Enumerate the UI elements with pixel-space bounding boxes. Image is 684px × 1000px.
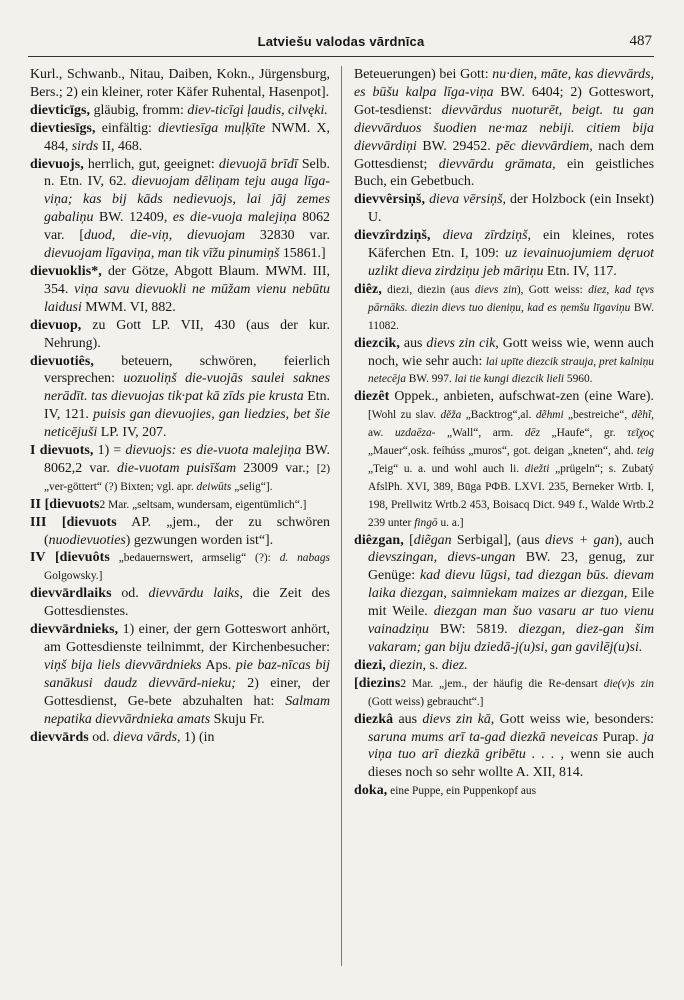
example-text: sirds bbox=[71, 138, 99, 154]
etymology-example: uzdaēza- bbox=[394, 427, 436, 440]
definition-text: Selb. n. Etn. IV, 62. bbox=[44, 156, 330, 190]
definition-text: II, 468. bbox=[98, 138, 143, 154]
etymology-note: diezi, diezin (aus bbox=[381, 283, 475, 296]
right-column bbox=[354, 66, 654, 986]
definition-text: der Holzbock (ein Insekt) U. bbox=[368, 192, 654, 226]
definition-text: NWM. X, 484, bbox=[44, 120, 330, 154]
example-text: diev-ticīgi ļaudis, cilvęki. bbox=[187, 102, 328, 118]
etymology-note: „Wall“, arm. bbox=[435, 427, 525, 440]
definition-text: AP. „jem., der zu schwören ( bbox=[44, 514, 330, 548]
entry-headword: diêzgan, bbox=[354, 532, 404, 548]
definition-text: ein kleines, rotes Käferchen Etn. I, 109: bbox=[368, 228, 654, 262]
definition-text: Kurl., Schwanb., Nitau, Daiben, Kokn., Jürgensburg, Bers.; 2) ein kleiner, roter Käfer Ruhental, Hasenpot]. bbox=[30, 67, 330, 100]
definition-text: aus bbox=[393, 711, 423, 727]
dictionary-entry bbox=[30, 442, 330, 496]
etymology-example: die(v)s zin bbox=[603, 677, 654, 690]
definition-text: ein geistliches Buch, ein Gebetbuch. bbox=[354, 156, 654, 190]
definition-text: BW. 23, genug, zur Genüge: bbox=[368, 550, 654, 584]
etymology-note: „prügeln“; s. Zubatý AfslPh. XVI, 389, Būga РФВ. LXVI. 235, Berneker Wrtb. I, 198, Prellwitz Wrtb. bbox=[368, 462, 654, 511]
definition-text: BW. 12409, bbox=[93, 210, 173, 226]
definition-text: [ bbox=[403, 532, 414, 548]
example-text: nuodievuoties bbox=[48, 532, 126, 548]
dictionary-entry bbox=[354, 281, 654, 335]
dictionary-entry bbox=[354, 711, 654, 783]
example-text: uz ievainuojumiem dęruot uzlikt dieva zirdziņu jeb māriņu bbox=[368, 246, 654, 279]
etymology-example: děža bbox=[440, 409, 462, 422]
example-text: dievvārdu grāmata, bbox=[438, 156, 556, 172]
example-text: diezin, bbox=[389, 657, 426, 673]
example-text: saruna mums arī ta-gad diezkā neveicas bbox=[368, 729, 599, 745]
definition-text: Eile mit Weile. bbox=[368, 586, 654, 620]
etymology-note: 2 bbox=[648, 498, 654, 511]
definition-text: Gott weiss wie, wenn auch noch, wie sehr auch: bbox=[368, 335, 654, 369]
dictionary-entry bbox=[354, 782, 654, 800]
definition-text bbox=[431, 228, 443, 243]
definition-text: Serbigal], (aus bbox=[451, 532, 546, 548]
example-text: dieva zīrdziņš, bbox=[442, 228, 531, 244]
definition-text: BW. 8062,2 var. bbox=[44, 443, 330, 476]
example-text: dieva vērsiņš, bbox=[429, 192, 507, 208]
example-text: dievs zin kā, bbox=[422, 711, 495, 727]
example-text: kad dievu lūgsi, tad diezgan būs. dievam laika diezgan, saimniekam maizes ar diezgan, bbox=[368, 568, 654, 602]
definition-text: Etn. IV, 117. bbox=[543, 263, 617, 279]
dictionary-entry bbox=[30, 621, 330, 728]
entry-headword: dievvārdlaiks bbox=[30, 586, 112, 602]
etymology-note: „bestreiche“, bbox=[563, 409, 632, 422]
dictionary-entry bbox=[30, 729, 330, 747]
dictionary-entry bbox=[354, 66, 654, 191]
entry-headword: [diezins bbox=[354, 675, 401, 691]
dictionary-entry bbox=[354, 388, 654, 531]
definition-text: einfältig: bbox=[95, 120, 159, 136]
example-text: dievtiesīga muļķīte bbox=[158, 120, 266, 136]
definition-text: nach dem Gottesdienst; bbox=[354, 138, 654, 172]
etymology-note: [Wohl zu slav. bbox=[368, 409, 441, 422]
entry-headword: diêz, bbox=[354, 281, 382, 297]
etymology-note: [2) „ver-göttert“ (?) Bixten; vgl. apr. bbox=[44, 462, 330, 493]
definition-text: Beteuerungen) bei Gott: bbox=[354, 67, 493, 82]
definition-text: wenn sie auch dieses noch so sehr wollte A. XII, 814. bbox=[368, 747, 654, 781]
dictionary-entry bbox=[30, 585, 330, 621]
definition-text: 32830 var. bbox=[244, 228, 330, 244]
example-text: diez. bbox=[441, 657, 468, 673]
etymology-example: lai upīte diezcik strauja, pret kalniņu netecēja bbox=[368, 355, 654, 386]
definition-text: Purap. bbox=[598, 729, 644, 745]
example-text: dievszingan, dievs-ungan bbox=[368, 550, 516, 566]
dictionary-entry bbox=[354, 191, 654, 227]
definition-text: 1) (in bbox=[180, 729, 215, 745]
etymology-note: ), Gott weiss: bbox=[516, 283, 589, 296]
definition-text: LP. IV, 207. bbox=[97, 425, 167, 441]
etymology-example: deiwūts bbox=[196, 480, 232, 493]
etymology-example: dẽhĩ, bbox=[631, 409, 654, 422]
etymology-note: 5960. bbox=[564, 373, 593, 386]
etymology-example: lai tie kungi diezcik lieli bbox=[454, 373, 565, 386]
etymology-note: Mar. „seltsam, wundersam, eigentümlich“.] bbox=[105, 498, 307, 511]
etymology-note: „Teig“ u. a. und wohl auch li. bbox=[368, 462, 525, 475]
etymology-note: 2 bbox=[460, 498, 467, 511]
entry-headword: dievvārdnieks, bbox=[30, 622, 119, 638]
example-text: dievuojā brīdī bbox=[218, 156, 298, 172]
example-text: dievs + gan bbox=[545, 532, 615, 548]
example-text: dievvārdu laiks, bbox=[148, 586, 243, 602]
definition-text: der Götze, Abgott Blaum. MWM. III, 354. bbox=[44, 263, 330, 297]
etymology-note: „Mauer“,osk. feíhúss „muros“, got. deigan „kneten“, ahd. bbox=[368, 445, 637, 458]
definition-text: od. bbox=[111, 586, 149, 602]
example-text: puisis gan dievuojies, gan liedzies, bet šie neticējuši bbox=[44, 407, 330, 441]
etymology-note: 239 unter bbox=[368, 516, 415, 529]
etymology-note: u. a.] bbox=[437, 516, 464, 529]
example-text: diezgan, diez-gan šim vakaram; gan biju dziedā-j(u)si, gan gavilēj(u)si. bbox=[368, 622, 654, 655]
definition-text: herrlich, gut, geeignet: bbox=[83, 156, 219, 172]
entry-headword: dievtiesīgs, bbox=[30, 120, 96, 136]
definition-text: 15861.] bbox=[279, 246, 326, 262]
dictionary-entry bbox=[30, 102, 330, 120]
definition-text: Skuju Fr. bbox=[210, 711, 265, 727]
example-text: pie baz-nīcas bij sanākusi daudz dievvārd-nieku; bbox=[44, 657, 330, 691]
dictionary-entry bbox=[30, 156, 330, 263]
example-text: Salmam nepatika dievvārdnieka amats bbox=[44, 693, 330, 727]
left-column bbox=[30, 66, 330, 986]
dictionary-entry bbox=[30, 549, 330, 585]
dictionary-entry bbox=[354, 227, 654, 281]
example-text: es die-vuoja malejiņa bbox=[172, 210, 297, 226]
entry-headword: dievuotiês, bbox=[30, 353, 94, 369]
etymology-note: aw. bbox=[368, 427, 395, 440]
entry-headword: dievuop, bbox=[30, 317, 82, 333]
definition-text: die Zeit des Gottesdienstes. bbox=[44, 586, 330, 620]
entry-headword: diezêt bbox=[354, 389, 390, 405]
page-title: Latviešu valodas vārdnīca bbox=[257, 34, 425, 49]
example-text: dievuojs: es die-vuota malejiņa bbox=[125, 443, 302, 459]
dictionary-entry bbox=[30, 66, 330, 102]
definition-text: od. bbox=[88, 729, 114, 745]
definition-text: s. bbox=[426, 657, 442, 673]
dictionary-entry bbox=[354, 675, 654, 711]
example-text: uozuoliņš die-vuojās saulei saknes nerādīt. tas dievuojas tik·pat kā zīds pie krusta bbox=[44, 371, 330, 405]
entry-headword: dievuojs, bbox=[30, 156, 84, 172]
entry-headword: doka, bbox=[354, 783, 388, 799]
example-text: pēc dievvārdiem, bbox=[496, 138, 593, 154]
etymology-note: eine Puppe, ein Puppenkopf aus bbox=[387, 785, 537, 798]
definition-text: Aps. bbox=[201, 657, 236, 673]
etymology-example: diez, kad tęvs pārnāks. diezin dievs tuo dieniņu, kad es ņemšu līgaviņu bbox=[368, 283, 654, 314]
etymology-note: „selig“]. bbox=[231, 480, 273, 493]
entry-headword: IV [dievuôts bbox=[30, 550, 110, 566]
definition-text: beteuern, schwören, feierlich versprechen: bbox=[44, 353, 330, 387]
etymology-note: 2 bbox=[400, 677, 407, 690]
etymology-note: BW. 997. bbox=[405, 373, 455, 386]
definition-text: 23009 var.; bbox=[236, 460, 317, 476]
entry-headword: dievvêrsiņš, bbox=[354, 192, 426, 208]
entry-headword: dievticīgs, bbox=[30, 102, 91, 118]
definition-text: 1) = bbox=[93, 443, 126, 459]
entry-headword: II [dievuots bbox=[30, 496, 100, 512]
etymology-note: „Haufe“, gr. bbox=[540, 427, 628, 440]
dictionary-entry bbox=[354, 335, 654, 389]
dictionary-entry bbox=[30, 120, 330, 156]
example-text: viņa savu dievuokli ne mūžam vienu nebūtu laidusi bbox=[44, 281, 330, 315]
definition-text: gläubig, fromm: bbox=[90, 102, 188, 118]
page-number: 487 bbox=[629, 33, 652, 49]
etymology-example: diežti bbox=[524, 462, 550, 475]
definition-text: BW: 5819. bbox=[428, 622, 519, 638]
entry-headword: diezi, bbox=[354, 657, 386, 673]
etymology-example: teig bbox=[636, 445, 654, 458]
dictionary-entry bbox=[30, 514, 330, 550]
definition-text: aus bbox=[399, 335, 427, 351]
etymology-note: Golgowsky.] bbox=[44, 570, 103, 583]
dictionary-entry bbox=[30, 263, 330, 317]
entry-headword: I dievuots, bbox=[30, 443, 94, 459]
example-text: dievuojam dēliņam teju auga līga-viņa; kas bij kāds nedievuojs, lai jāj zemes gabaliņu bbox=[44, 174, 330, 226]
etymology-note: BW. 11082. bbox=[368, 301, 654, 332]
entry-headword: dievzîrdziņš, bbox=[354, 228, 431, 244]
entry-headword: diezkâ bbox=[354, 711, 394, 727]
definition-text: Gott weiss wie, besonders: bbox=[494, 711, 654, 727]
etymology-example: dēz bbox=[524, 427, 541, 440]
etymology-note: 453, Boisacq Dict. 949 f., Walde Wrtb. bbox=[466, 498, 649, 511]
entry-headword: dievvārds bbox=[30, 729, 89, 745]
example-text: duod, die-viņ, dievuojam bbox=[83, 228, 245, 244]
entry-headword: III [dievuots bbox=[30, 514, 117, 530]
definition-text: BW. 6404; 2) Gotteswort, Got-tesdienst: bbox=[354, 84, 654, 118]
dictionary-entry bbox=[354, 657, 654, 675]
dictionary-entry bbox=[30, 496, 330, 514]
etymology-note: (Gott weiss) gebraucht“.] bbox=[368, 695, 484, 708]
etymology-example: d. nabags bbox=[279, 552, 330, 565]
example-text: dievs zin cik, bbox=[426, 335, 499, 351]
example-text: diẽgan bbox=[413, 532, 452, 548]
entry-headword: dievuoklis*, bbox=[30, 263, 102, 279]
example-text: ja viņa tuo arī diezkā gribētu . . . , bbox=[368, 729, 654, 763]
example-text: dievvārdus nuoturēt, beigt. tu gan dievvārduos šuodien ne·maz nebiji. citiem bija dievvārdiņi bbox=[354, 102, 654, 154]
example-text: die-vuotam puisīšam bbox=[117, 460, 237, 476]
definition-text: 2) einer, der Gottesdienst, Ge-bete abzuhalten hat: bbox=[44, 675, 330, 709]
entry-headword: diezcik, bbox=[354, 335, 400, 351]
definition-text: 8062 var. [ bbox=[44, 210, 330, 244]
etymology-note: „bedauernswert, armselig“ (?): bbox=[109, 552, 280, 565]
column-divider bbox=[341, 66, 342, 966]
example-text: dieva vārds, bbox=[113, 729, 181, 745]
example-text: dievuojam līgaviņa, man tik vīžu pinumiņš bbox=[44, 246, 280, 262]
example-text: viņš bija liels dievvārdnieks bbox=[44, 657, 202, 673]
definition-text: Etn. IV, 121. bbox=[44, 389, 330, 423]
etymology-note: 2 bbox=[99, 498, 106, 511]
definition-text: 1) einer, der gern Gotteswort anhört, am Gottesdienste teilnimmt, der Kirchenbesucher: bbox=[44, 622, 330, 655]
etymology-example: dievs zin bbox=[474, 283, 517, 296]
definition-text: BW. 29452. bbox=[416, 138, 497, 154]
definition-text: Oppek., anbieten, aufschwat-zen (eine Ware). bbox=[389, 389, 654, 405]
page-header bbox=[28, 30, 654, 57]
example-text: nu·dien, māte, kas dievvārds, es būšu kalpa līga-viņa bbox=[354, 67, 654, 100]
etymology-example: dẽhmi bbox=[535, 409, 564, 422]
definition-text: ), auch bbox=[614, 532, 654, 548]
etymology-note: „Backtrog“,al. bbox=[461, 409, 536, 422]
definition-text: MWM. VI, 882. bbox=[81, 299, 176, 315]
definition-text: zu Gott LP. VII, 430 (aus der kur. Nehrung). bbox=[44, 317, 330, 351]
definition-text: ) gezwungen worden ist“]. bbox=[125, 532, 274, 548]
dictionary-entry bbox=[30, 353, 330, 443]
etymology-example: fingō bbox=[414, 516, 438, 529]
example-text: diezgan man šuo vasaru ar tuo vienu vainadziņu bbox=[368, 604, 654, 638]
etymology-example: τεῖχος bbox=[627, 427, 654, 440]
dictionary-entry bbox=[30, 317, 330, 353]
dictionary-entry bbox=[354, 532, 654, 657]
etymology-note: Mar. „jem., der häufig die Re-densart bbox=[406, 677, 604, 690]
